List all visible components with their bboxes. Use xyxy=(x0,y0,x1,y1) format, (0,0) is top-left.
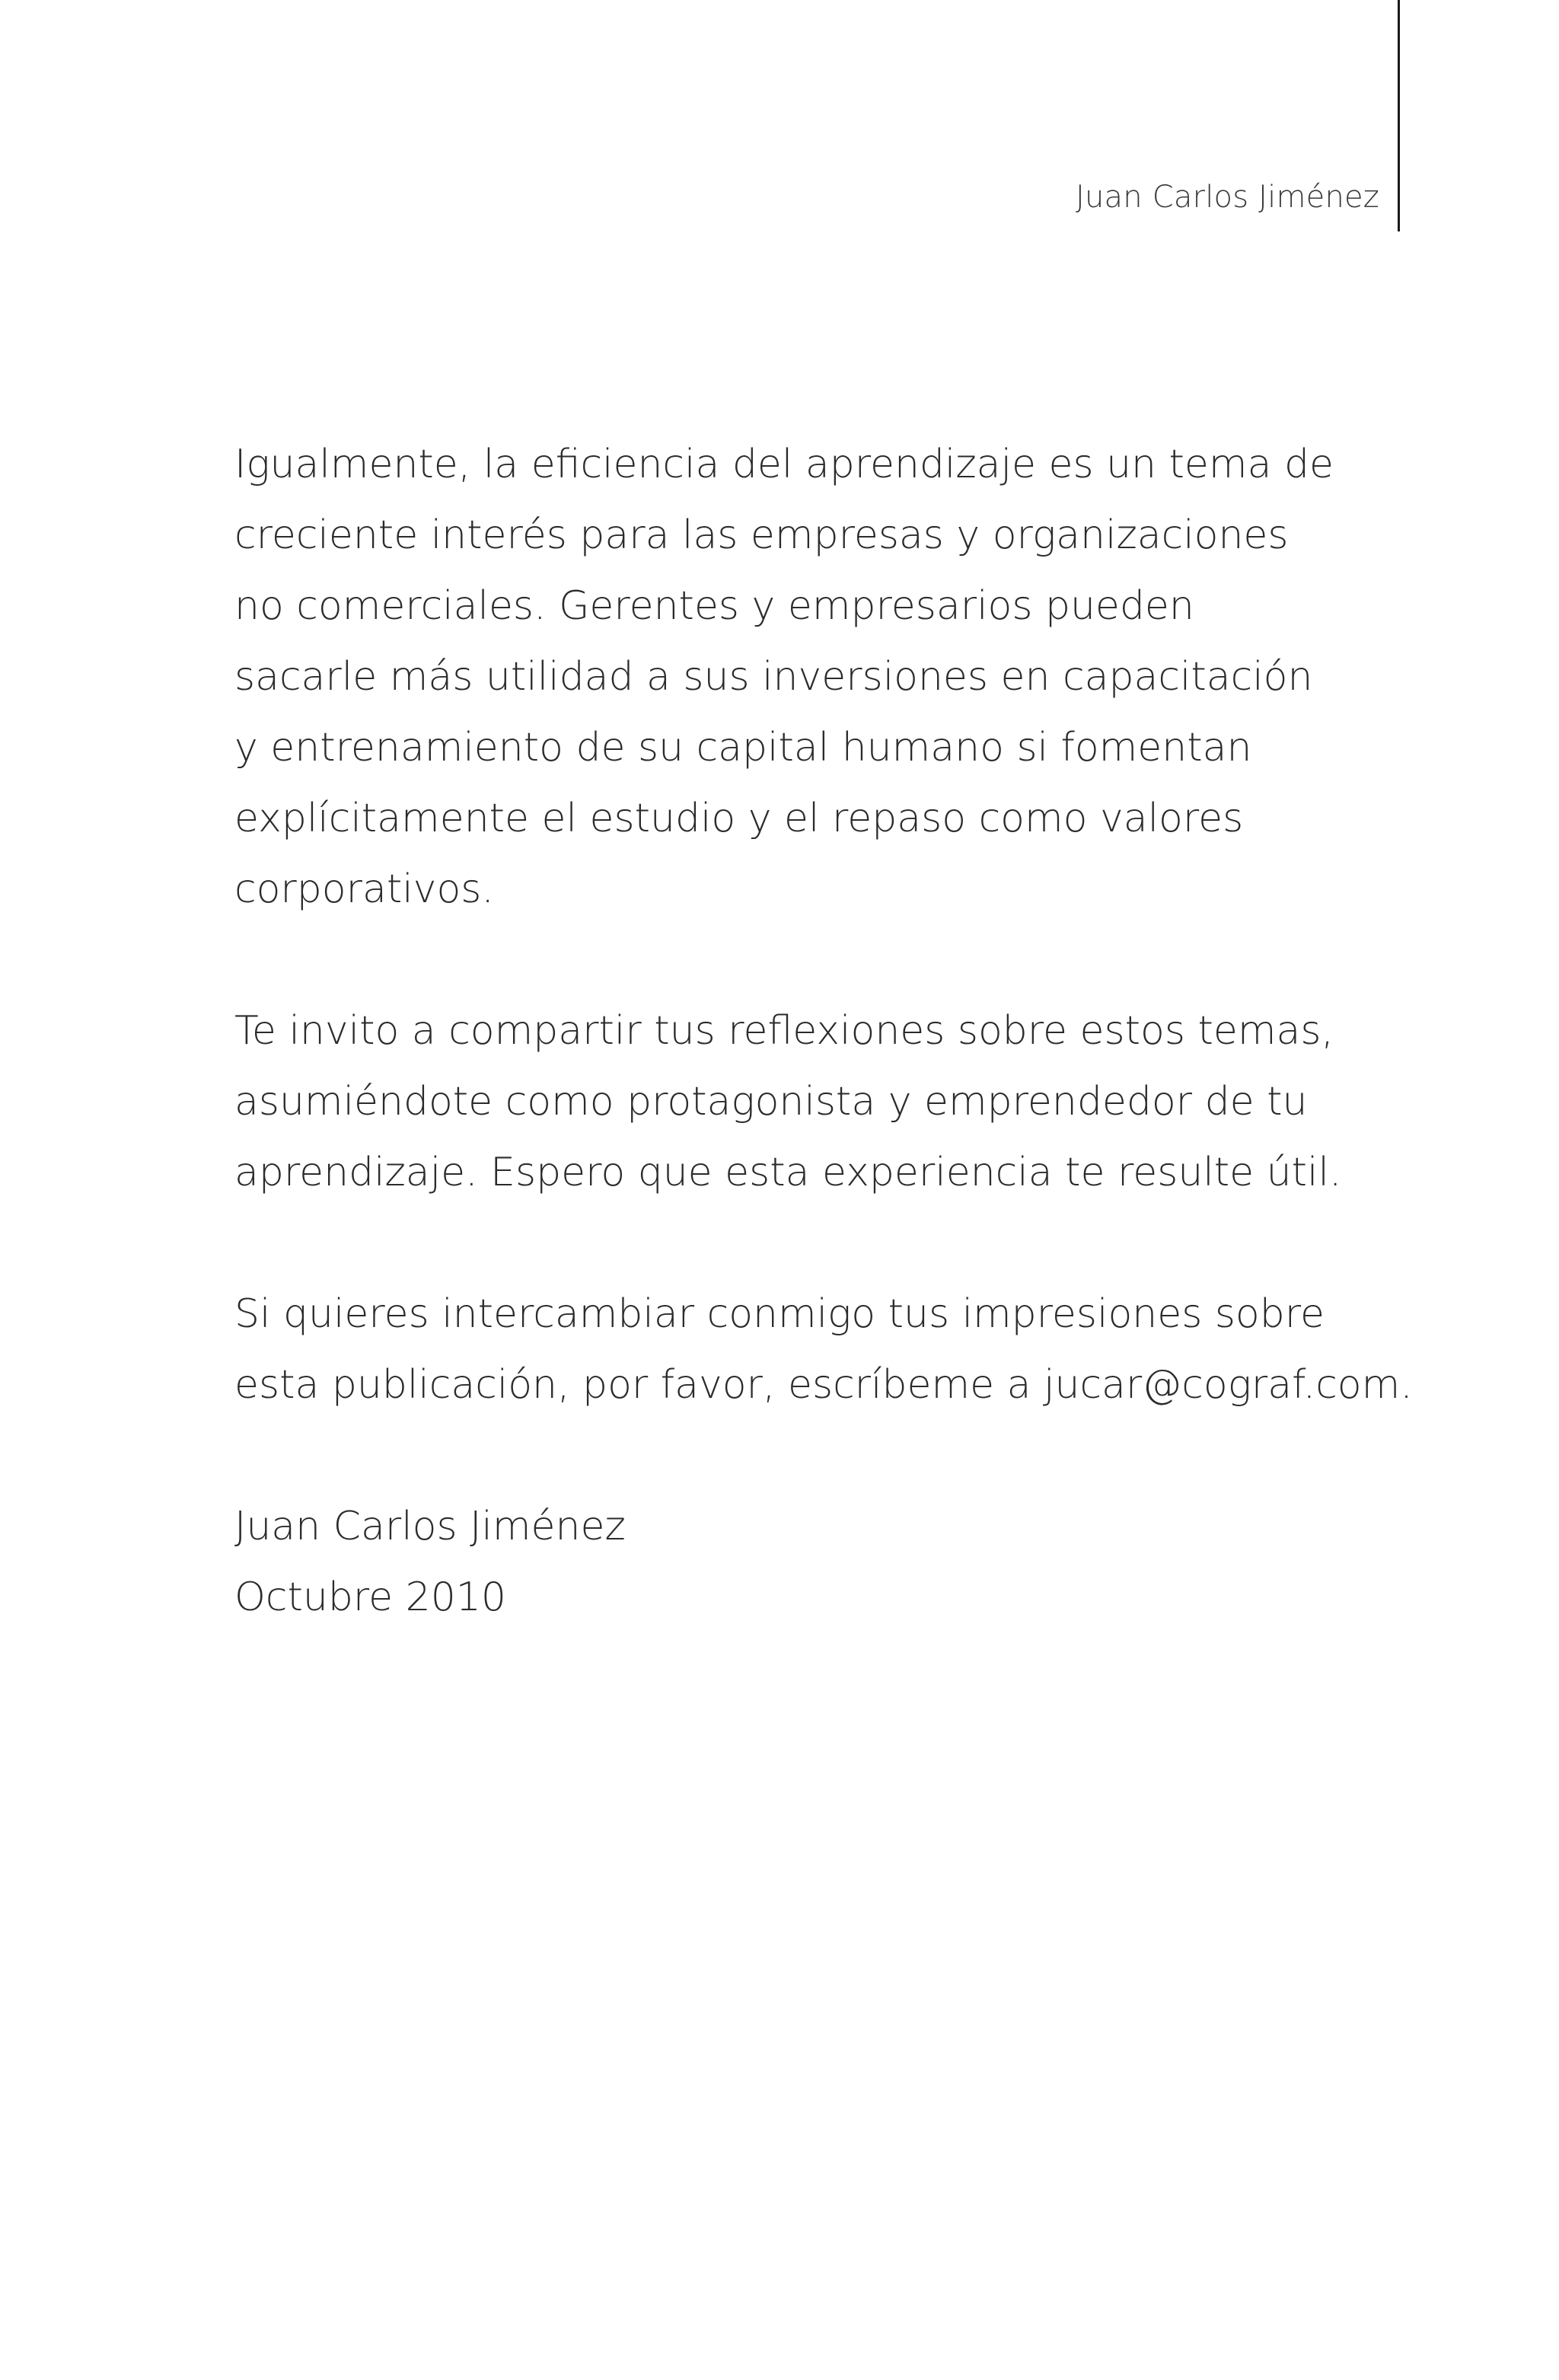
text-line: creciente interés para las empresas y organizaciones xyxy=(234,512,1289,558)
text-line: Te invito a compartir tus reflexiones sobre estos temas, xyxy=(234,1008,1334,1054)
text-line: aprendizaje. Espero que esta experiencia te resulte útil. xyxy=(234,1150,1342,1195)
paragraph-contact xyxy=(234,1279,1413,1421)
paragraph-learning-efficiency xyxy=(234,429,1376,925)
text-line: y entrenamiento de su capital humano si fomentan xyxy=(234,725,1252,770)
text-line: Igualmente, la eficiencia del aprendizaje es un tema de xyxy=(234,442,1334,487)
header-vertical-rule xyxy=(1398,0,1400,231)
text-line-contact-email: esta publicación, por favor, escríbeme a jucar@cograf.com. xyxy=(234,1362,1413,1408)
text-line: corporativos. xyxy=(234,866,494,912)
text-line: Si quieres intercambiar conmigo tus impresiones sobre xyxy=(234,1291,1325,1337)
signature-block xyxy=(234,1491,1376,1633)
body-text xyxy=(234,429,1413,1633)
text-line: no comerciales. Gerentes y empresarios pueden xyxy=(234,583,1194,629)
running-header-author: Juan Carlos Jiménez xyxy=(1076,180,1379,215)
paragraph-invitation xyxy=(234,996,1376,1208)
text-line: sacarle más utilidad a sus inversiones en capacitación xyxy=(234,654,1313,700)
text-line: explícitamente el estudio y el repaso como valores xyxy=(234,796,1244,841)
signature-date: Octubre 2010 xyxy=(234,1574,506,1620)
text-line: asumiéndote como protagonista y emprendedor de tu xyxy=(234,1079,1308,1125)
signature-name: Juan Carlos Jiménez xyxy=(234,1504,626,1549)
